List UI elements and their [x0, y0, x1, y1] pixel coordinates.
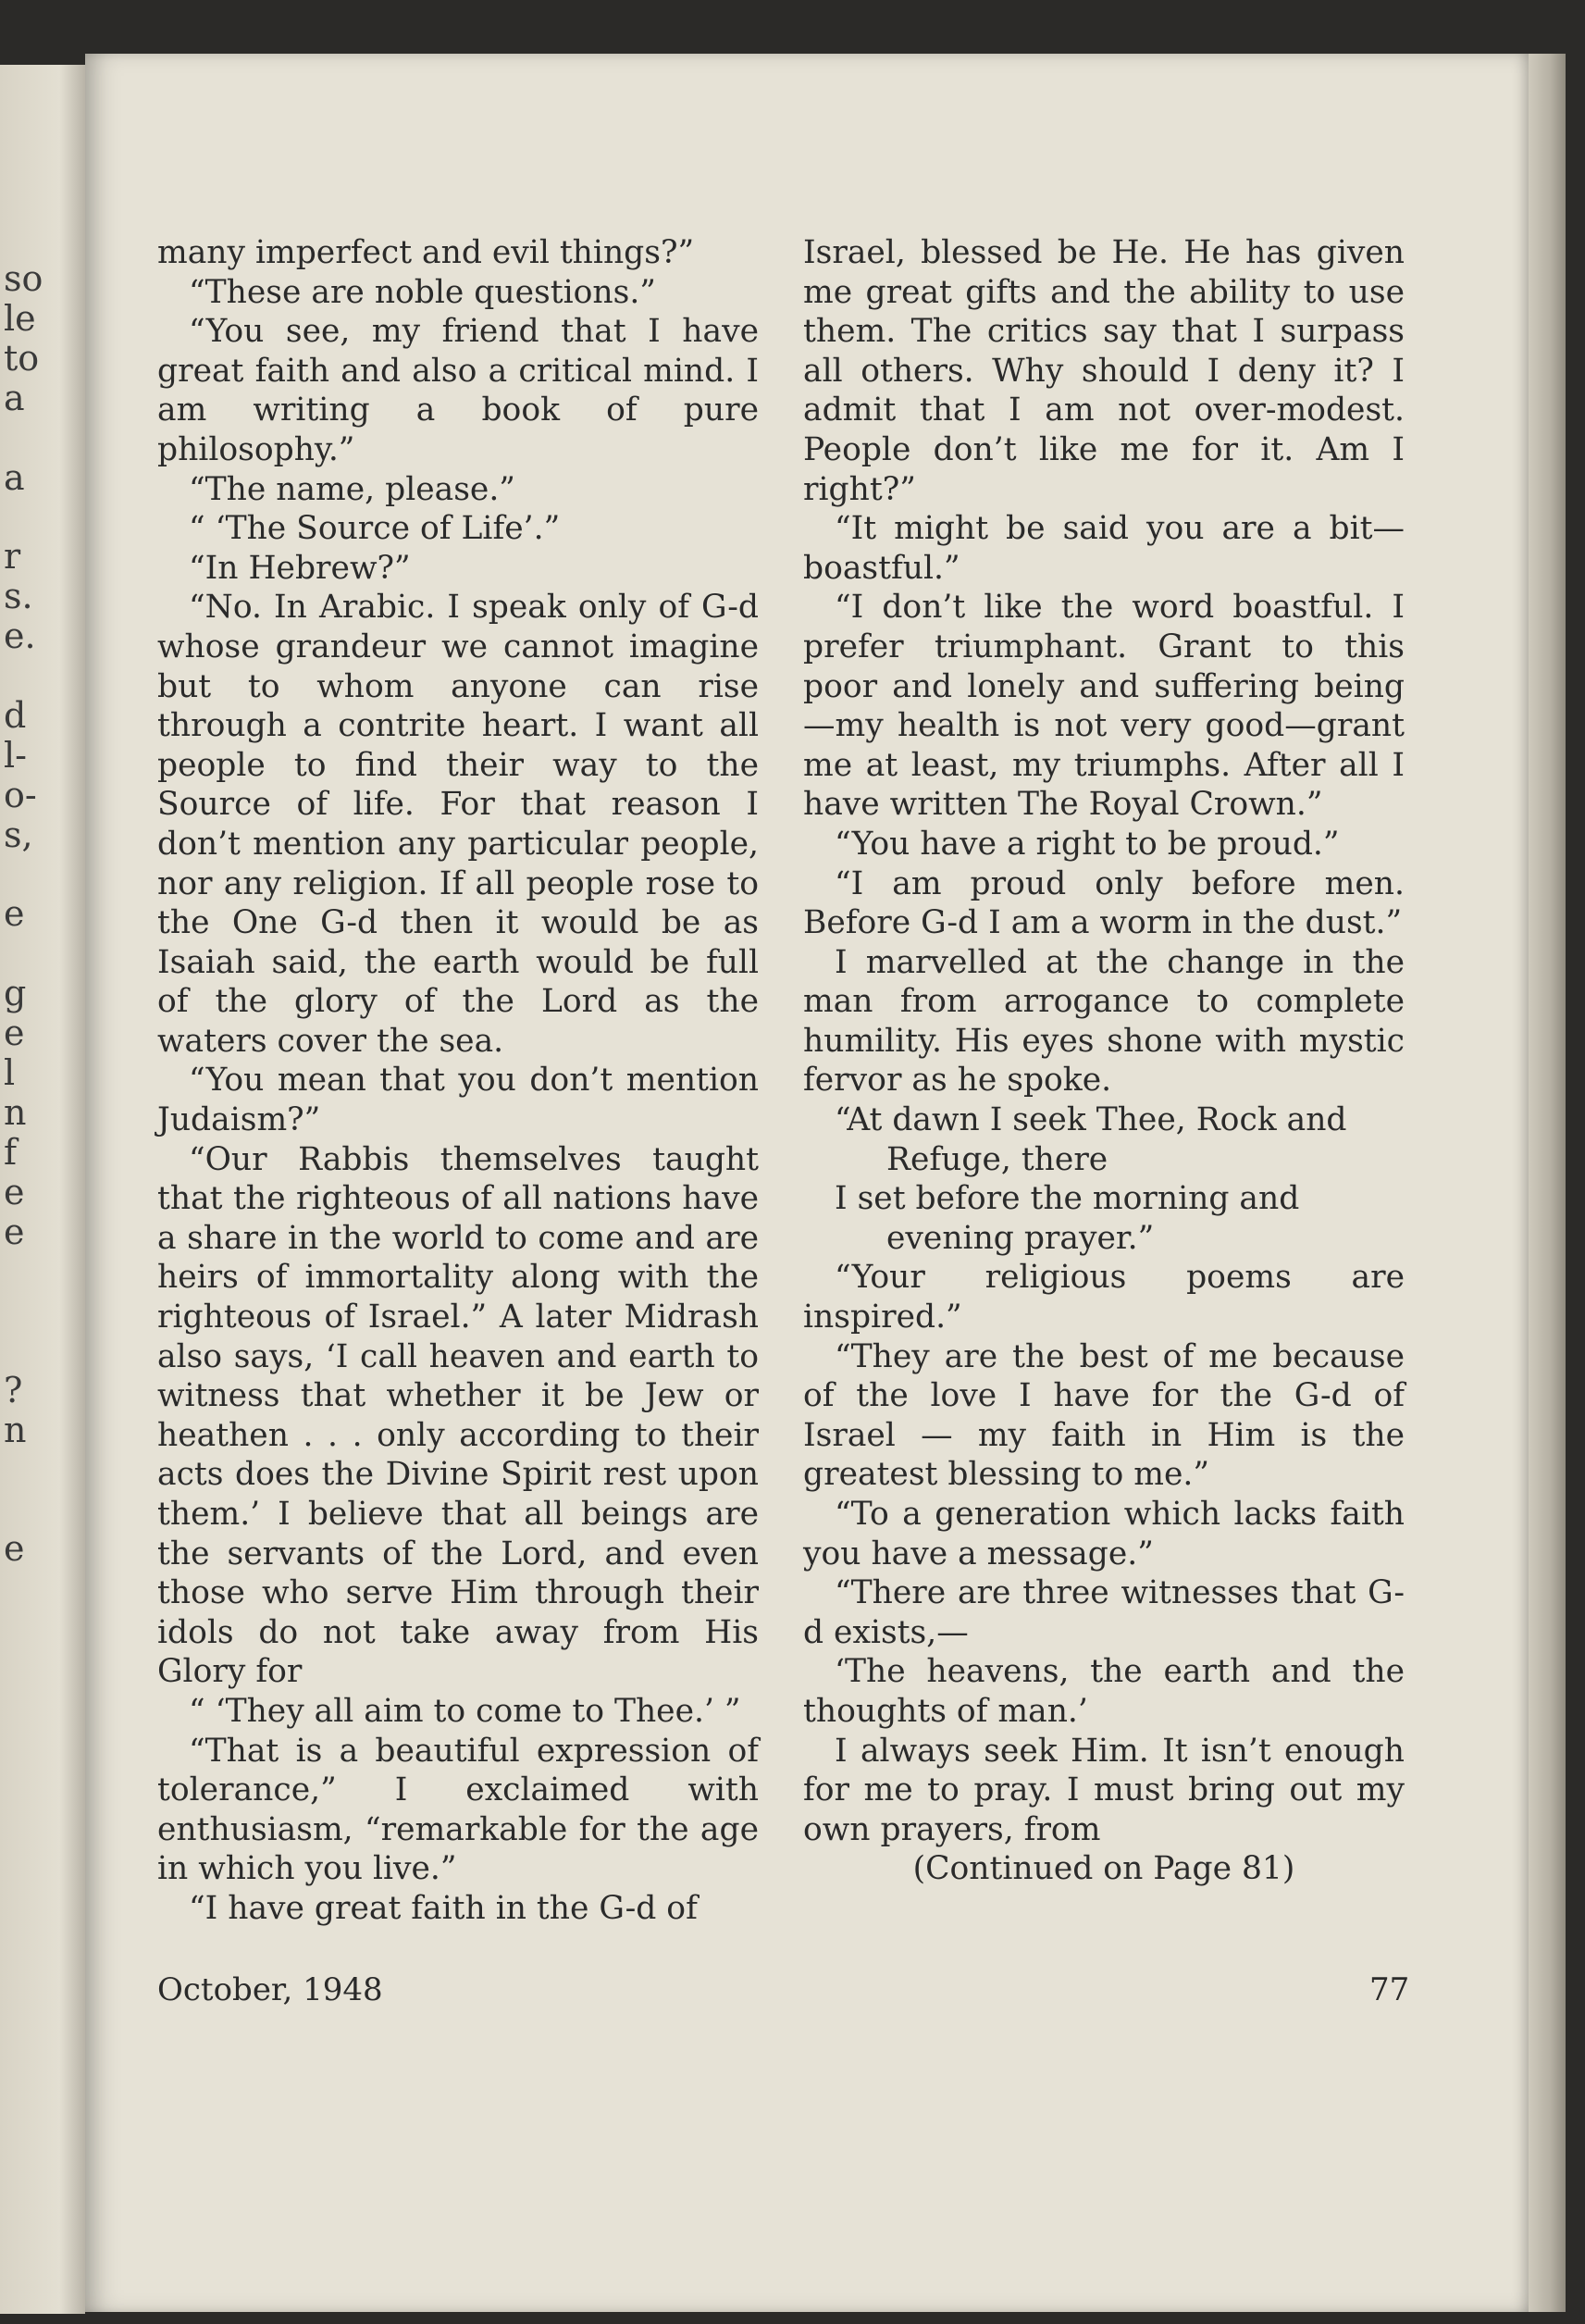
paragraph: “These are noble questions.” [189, 273, 656, 311]
paragraph: “You mean that you don’t mention Judaism?” [157, 1062, 759, 1139]
prev-fragment: e [4, 1528, 25, 1569]
prev-fragment: to [4, 338, 40, 379]
prev-fragment: a [4, 378, 25, 418]
prev-fragment: s, [4, 814, 33, 855]
prev-fragment: e [4, 1013, 25, 1053]
paragraph: “There are three witnesses that G-d exists,— [803, 1574, 1405, 1651]
prev-fragment: f [4, 1132, 18, 1173]
right-column [803, 233, 1405, 1889]
prev-fragment: l- [4, 735, 27, 776]
previous-page-edge [0, 65, 85, 2314]
prev-fragment: e [4, 1212, 25, 1252]
issue-date: October, 1948 [157, 1971, 383, 2008]
poem-line: “At dawn I seek Thee, Rock and Refuge, there [835, 1101, 1347, 1178]
page-stack-edge [1529, 54, 1566, 2312]
paragraph: “You have a right to be proud.” [835, 825, 1340, 863]
paragraph: “I don’t like the word boastful. I prefer triumphant. Grant to this poor and lonely and suffering being—my health is not very good—grant me at least, my triumphs. After all I have written The Royal Crown.” [803, 589, 1405, 824]
paragraph: Israel, blessed be He. He has given me great gifts and the ability to use them. The critics say that I surpass all others. Why should I deny it? I admit that I am not over-modest. People don’t like me for it. Am I right?” [803, 234, 1405, 508]
paragraph: “They are the best of me because of the love I have for the G-d of Israel — my faith in Him is the greatest blessing to me.” [803, 1337, 1405, 1494]
prev-fragment: e [4, 1172, 25, 1212]
prev-fragment: ? [4, 1370, 23, 1411]
prev-fragment: l [4, 1052, 16, 1093]
prev-fragment: r [4, 536, 21, 577]
prev-fragment: o- [4, 775, 37, 815]
paragraph: “I have great faith in the G-d of [189, 1889, 698, 1927]
paragraph: “Our Rabbis themselves taught that the righteous of all nations have a share in the world to come and are heirs of immortality along with the righteous of Israel.” A later Midrash also says, ‘I call heaven and earth to witness that whether it be Jew or heathen . . . only according to their acts does the Divine Spirit rest upon them.’ I believe that all beings are the servants of the Lord, and even those who serve Him through their idols do not take away from His Glory for [157, 1140, 759, 1691]
paragraph: many imperfect and evil things?” [157, 234, 695, 271]
paragraph: “No. In Arabic. I speak only of G-d whose grandeur we cannot imagine but to whom anyone can rise through a contrite heart. I want all people to find their way to the Source of life. For that reason I don’t mention any particular people, nor any religion. If all people rose to the One G-d then it would be as Isaiah said, the earth would be full of the glory of the Lord as the waters cover the sea. [157, 589, 759, 1060]
paragraph: “Your religious poems are inspired.” [803, 1259, 1405, 1336]
prev-fragment: g [4, 973, 27, 1013]
paragraph: “I am proud only before men. Before G-d I am a worm in the dust.” [803, 864, 1405, 942]
prev-fragment: e [4, 893, 25, 934]
prev-fragment: d [4, 695, 27, 736]
prev-fragment: n [4, 1092, 27, 1133]
paragraph: ‘The heavens, the earth and the thoughts of man.’ [803, 1653, 1405, 1730]
prev-fragment: n [4, 1410, 27, 1450]
paragraph: “That is a beautiful expression of tolerance,” I exclaimed with enthusiasm, “remarkable for the age in which you live.” [157, 1732, 759, 1888]
paragraph: “To a generation which lacks faith you have a message.” [803, 1496, 1405, 1572]
paragraph: I marvelled at the change in the man from arrogance to complete humility. His eyes shone with mystic fervor as he spoke. [803, 943, 1405, 1100]
poem-line: I set before the morning and evening prayer.” [835, 1180, 1300, 1257]
paragraph: “You see, my friend that I have great faith and also a critical mind. I am writing a book of pure philosophy.” [157, 313, 759, 468]
prev-fragment: s. [4, 576, 33, 616]
paragraph: “The name, please.” [189, 470, 515, 508]
page-number: 77 [1369, 1971, 1410, 2008]
continued-note: (Continued on Page 81) [912, 1850, 1295, 1888]
left-column [157, 233, 759, 1929]
prev-fragment: e. [4, 615, 36, 656]
paragraph: “ ‘They all aim to come to Thee.’ ” [189, 1692, 741, 1730]
paragraph: “In Hebrew?” [189, 549, 411, 587]
paragraph: I always seek Him. It isn’t enough for me to pray. I must bring out my own prayers, from [803, 1732, 1405, 1848]
prev-fragment: so [4, 258, 43, 299]
prev-fragment: a [4, 457, 25, 498]
paragraph: “It might be said you are a bit—boastful.” [803, 510, 1405, 587]
prev-fragment: le [4, 298, 36, 339]
paragraph: “ ‘The Source of Life’.” [189, 510, 561, 548]
